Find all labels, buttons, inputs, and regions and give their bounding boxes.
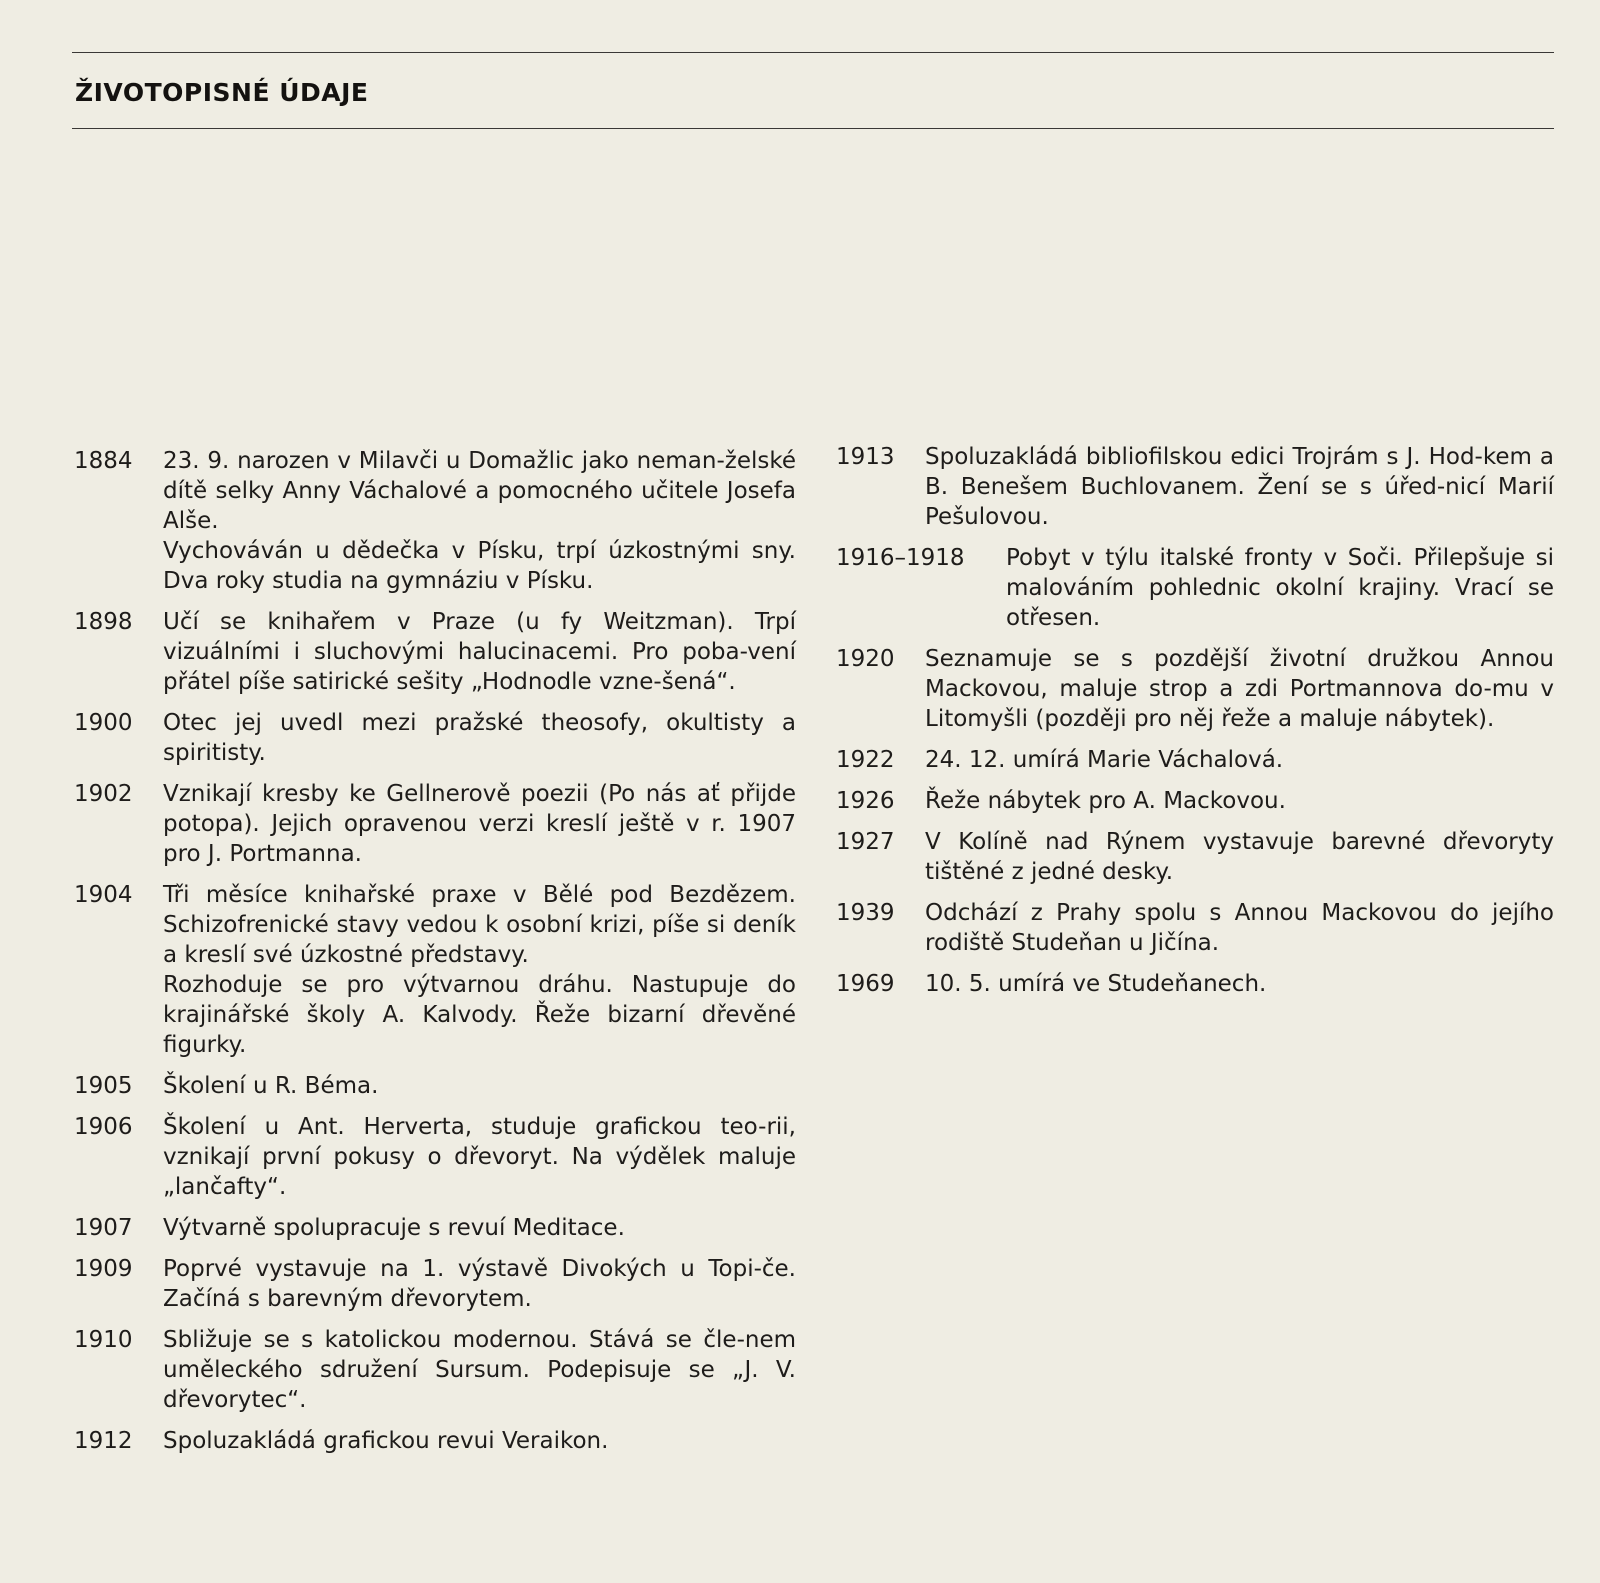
timeline-entry — [836, 543, 1554, 633]
entry-text — [163, 1213, 796, 1243]
entry-paragraph: Pobyt v týlu italské fronty v Soči. Přilepšuje si malováním pohlednic okolní krajiny. Vrací se otřesen. — [1006, 545, 1554, 631]
entry-year: 1905 — [74, 1073, 133, 1099]
entry-year: 1910 — [74, 1327, 133, 1353]
entry-text — [163, 1112, 796, 1202]
entry-paragraph: Sbližuje se s katolickou modernou. Stává se čle-nem uměleckého sdružení Sursum. Podepisuje se „J. V. dřevorytec“. — [163, 1327, 796, 1413]
entry-text — [163, 1254, 796, 1314]
entry-text — [925, 898, 1554, 958]
timeline-entry — [836, 827, 1554, 887]
timeline-entry — [836, 969, 1554, 999]
entry-text — [925, 442, 1554, 532]
timeline-entry — [836, 442, 1554, 532]
entry-year: 1939 — [836, 900, 895, 926]
entry-text — [1006, 543, 1554, 633]
heading-rule — [72, 128, 1554, 129]
entry-paragraph: Tři měsíce knihařské praxe v Bělé pod Bezdězem. Schizofrenické stavy vedou k osobní krizi, píše si deník a kreslí své úzkostné představy. — [163, 882, 796, 968]
entry-year: 1909 — [74, 1256, 133, 1282]
entry-text — [163, 1071, 796, 1101]
timeline-entry — [74, 779, 796, 869]
entry-text — [163, 446, 796, 596]
timeline-entry — [74, 607, 796, 697]
page-heading: ŽIVOTOPISNÉ ÚDAJE — [75, 78, 369, 107]
entry-year: 1920 — [836, 646, 895, 672]
timeline-entry — [836, 786, 1554, 816]
timeline-entry — [74, 1254, 796, 1314]
entry-year: 1969 — [836, 971, 895, 997]
timeline-entry — [74, 446, 796, 596]
entry-year: 1902 — [74, 781, 133, 807]
entry-text — [925, 786, 1554, 816]
entry-year: 1922 — [836, 747, 895, 773]
entry-paragraph: Školení u Ant. Herverta, studuje grafickou teo-rii, vznikají první pokusy o dřevoryt. Na výdělek maluje „lančafty“. — [163, 1114, 796, 1200]
timeline-entry — [836, 745, 1554, 775]
entry-year: 1912 — [74, 1428, 133, 1454]
entry-paragraph: Vznikají kresby ke Gellnerově poezii (Po nás ať přijde potopa). Jejich opravenou verzi kreslí ještě v r. 1907 pro J. Portmanna. — [163, 781, 796, 867]
timeline-entry — [836, 898, 1554, 958]
entry-text — [163, 880, 796, 1060]
entry-paragraph: Poprvé vystavuje na 1. výstavě Divokých u Topi-če. Začíná s barevným dřevorytem. — [163, 1256, 796, 1312]
entry-paragraph: 10. 5. umírá ve Studeňanech. — [925, 971, 1267, 997]
entry-paragraph: Výtvarně spolupracuje s revuí Meditace. — [163, 1215, 625, 1241]
entry-year: 1927 — [836, 829, 895, 855]
entry-year: 1904 — [74, 882, 133, 908]
entry-paragraph: Seznamuje se s pozdější životní družkou Annou Mackovou, maluje strop a zdi Portmannova do-mu v Litomyšli (později pro něj řeže a maluje nábytek). — [925, 646, 1554, 732]
entry-year: 1907 — [74, 1215, 133, 1241]
entry-text — [925, 644, 1554, 734]
entry-paragraph: Vychováván u dědečka v Písku, trpí úzkostnými sny. Dva roky studia na gymnáziu v Písku. — [163, 538, 796, 594]
timeline-entry — [74, 1325, 796, 1415]
entry-paragraph: 24. 12. umírá Marie Váchalová. — [925, 747, 1284, 773]
entry-text — [163, 779, 796, 869]
entry-paragraph: Spoluzakládá bibliofilskou edici Trojrám s J. Hod-kem a B. Benešem Buchlovanem. Žení se s úřed-nicí Marií Pešulovou. — [925, 444, 1554, 530]
entry-paragraph: Učí se knihařem v Praze (u fy Weitzman). Trpí vizuálními i sluchovými halucinacemi. Pro poba-vení přátel píše satirické sešity „Hodnodle vzne-šená“. — [163, 609, 796, 695]
timeline-entry — [74, 1112, 796, 1202]
entry-paragraph: V Kolíně nad Rýnem vystavuje barevné dřevoryty tištěné z jedné desky. — [925, 829, 1554, 885]
entry-paragraph: 23. 9. narozen v Milavči u Domažlic jako neman-želské dítě selky Anny Váchalové a pomocného učitele Josefa Alše. — [163, 448, 796, 534]
entry-year: 1898 — [74, 609, 133, 635]
entry-year: 1906 — [74, 1114, 133, 1140]
entry-paragraph: Odchází z Prahy spolu s Annou Mackovou do jejího rodiště Studeňan u Jičína. — [925, 900, 1554, 956]
entry-year: 1884 — [74, 448, 133, 474]
entry-paragraph: Rozhoduje se pro výtvarnou dráhu. Nastupuje do krajinářské školy A. Kalvody. Řeže bizarní dřevěné figurky. — [163, 972, 796, 1058]
entry-year: 1900 — [74, 710, 133, 736]
entry-text — [925, 827, 1554, 887]
entry-paragraph: Řeže nábytek pro A. Mackovou. — [925, 788, 1286, 814]
entry-text — [163, 607, 796, 697]
entry-paragraph: Otec jej uvedl mezi pražské theosofy, okultisty a spiritisty. — [163, 710, 796, 766]
entry-text — [925, 969, 1554, 999]
timeline-entry — [74, 1426, 796, 1456]
timeline-entry — [74, 1071, 796, 1101]
entry-year: 1916–1918 — [836, 545, 965, 571]
entry-text — [163, 708, 796, 768]
timeline-entry — [74, 1213, 796, 1243]
timeline-right-column — [836, 442, 1554, 1010]
timeline-entry — [74, 708, 796, 768]
timeline-entry — [74, 880, 796, 1060]
timeline-entry — [836, 644, 1554, 734]
entry-paragraph: Spoluzakládá grafickou revui Veraikon. — [163, 1428, 609, 1454]
entry-year: 1913 — [836, 444, 895, 470]
entry-text — [163, 1426, 796, 1456]
entry-year: 1926 — [836, 788, 895, 814]
top-rule — [72, 52, 1554, 53]
entry-paragraph: Školení u R. Béma. — [163, 1073, 379, 1099]
timeline-left-column — [74, 446, 796, 1467]
entry-text — [925, 745, 1554, 775]
entry-text — [163, 1325, 796, 1415]
